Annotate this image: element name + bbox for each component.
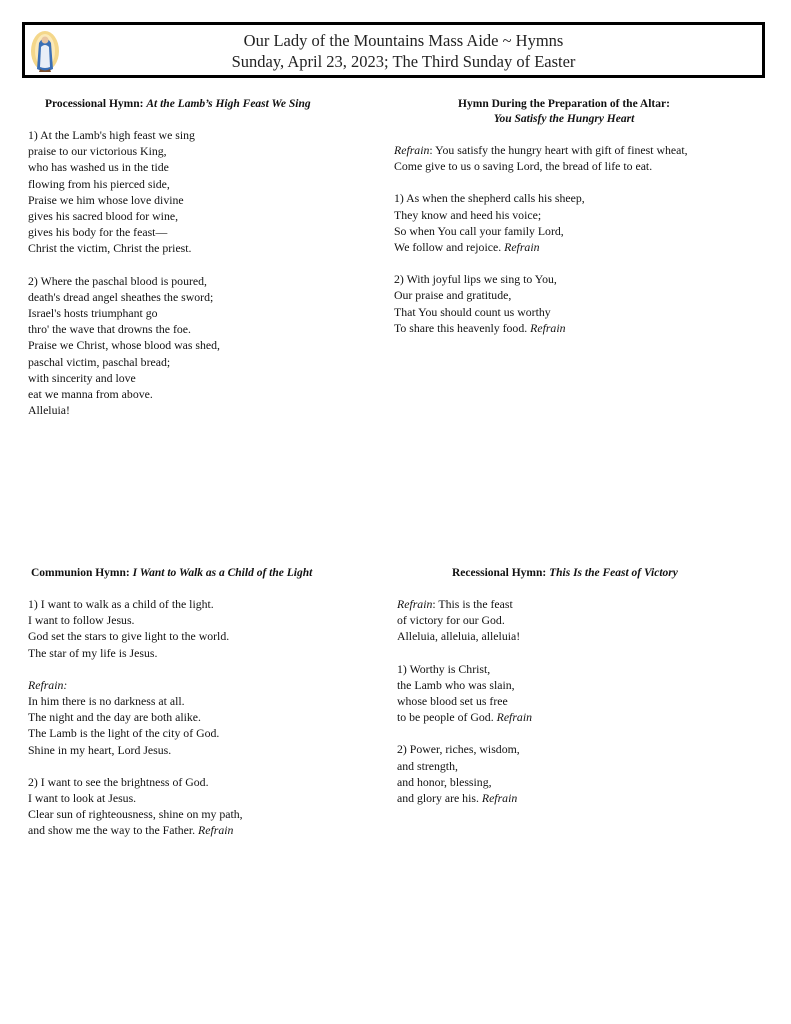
lyric-text: We follow and rejoice. [394, 240, 505, 255]
processional-verse-1 [28, 127, 311, 257]
preparation-label: Hymn During the Preparation of the Altar: [458, 98, 670, 110]
lyric-line: I want to follow Jesus. [28, 613, 135, 628]
refrain-tag: Refrain [481, 791, 518, 806]
header-line-1: Our Lady of the Mountains Mass Aide ~ Hymns [243, 31, 564, 50]
refrain-tag: Refrain [198, 823, 234, 838]
lyric-line [397, 790, 678, 806]
lyric-line: Praise we Christ, whose blood was shed, [28, 338, 221, 353]
lyric-line: 2) With joyful lips we sing to You, [394, 272, 557, 287]
lyric-line: death's dread angel sheathes the sword; [28, 289, 214, 304]
lyric-line: The Lamb is the light of the city of God. [28, 726, 220, 741]
refrain-colon: : [63, 677, 68, 692]
lyric-line: praise to our victorious King, [28, 144, 167, 159]
lyric-line: paschal victim, paschal bread; [28, 354, 171, 369]
lyric-line: Come give to us o saving Lord, the bread of life to eat. [394, 159, 653, 174]
processional-lyrics [28, 127, 311, 418]
header-title [25, 30, 762, 72]
communion-verse-1 [28, 596, 312, 661]
refrain-label: Refrain [28, 677, 64, 692]
lyric-text: To share this heavenly food. [394, 320, 531, 335]
lyric-line: gives his sacred blood for wine, [28, 209, 179, 224]
lyric-line: In him there is no darkness at all. [28, 694, 185, 709]
lyric-line: 1) As when the shepherd calls his sheep, [394, 191, 585, 206]
lyric-line: eat we manna from above. [28, 387, 153, 402]
refrain-tag: Refrain [496, 710, 532, 725]
communion-name: I Want to Walk as a Child of the Light [132, 567, 313, 579]
lyric-line: I want to look at Jesus. [28, 791, 137, 806]
header-box [22, 22, 765, 78]
lyric-line: So when You call your family Lord, [394, 223, 564, 238]
recessional-label: Recessional Hymn: [452, 567, 550, 579]
lyric-line: 2) Power, riches, wisdom, [397, 742, 520, 757]
lyric-line: and strength, [397, 758, 458, 773]
lyric-line: Shine in my heart, Lord Jesus. [28, 742, 172, 757]
lyric-line: with sincerity and love [28, 370, 136, 385]
lyric-line: Our praise and gratitude, [394, 288, 512, 303]
recessional-verse-1 [397, 661, 678, 726]
processional-title [28, 97, 311, 112]
recessional-refrain [397, 596, 678, 645]
lyric-line: whose blood set us free [397, 694, 508, 709]
lyric-line: and honor, blessing, [397, 774, 492, 789]
refrain-label: Refrain [397, 597, 433, 611]
processional-verse-2 [28, 273, 311, 419]
lyric-line: The star of my life is Jesus. [28, 645, 158, 660]
lyric-line: the Lamb who was slain, [397, 677, 515, 692]
lyric-line: 1) I want to walk as a child of the light. [28, 597, 214, 611]
refrain-text: : You satisfy the hungry heart with gift of finest wheat, [429, 143, 688, 157]
communion-lyrics [28, 596, 312, 839]
processional-hymn [28, 97, 311, 434]
recessional-hymn [397, 566, 678, 822]
lyric-line: 2) Where the paschal blood is poured, [28, 273, 207, 288]
refrain-tag: Refrain [530, 320, 566, 335]
lyric-line: 1) Worthy is Christ, [397, 661, 491, 676]
lyric-text: to be people of God. [397, 710, 497, 725]
recessional-title [397, 566, 678, 581]
processional-label: Processional Hymn: [45, 98, 147, 110]
preparation-verse-1 [394, 190, 734, 255]
lyric-line: Alleluia, alleluia, alleluia! [397, 629, 521, 644]
lyric-line: Alleluia! [28, 403, 70, 418]
communion-title [28, 566, 312, 581]
lyric-line [394, 239, 734, 255]
preparation-verse-2 [394, 271, 734, 336]
refrain-label: Refrain [394, 143, 430, 157]
refrain-tag: Refrain [504, 240, 540, 255]
preparation-hymn [394, 97, 734, 352]
lyric-line: who has washed us in the tide [28, 160, 169, 175]
communion-refrain [28, 677, 312, 758]
preparation-name: You Satisfy the Hungry Heart [493, 113, 635, 125]
lyric-line: gives his body for the feast— [28, 225, 168, 240]
lyric-line: thro' the wave that drowns the foe. [28, 322, 191, 337]
recessional-verse-2 [397, 741, 678, 806]
lyric-line: flowing from his pierced side, [28, 176, 170, 191]
lyric-text: and glory are his. [397, 791, 482, 806]
lyric-line: Clear sun of righteousness, shine on my path, [28, 807, 243, 822]
communion-hymn [28, 566, 312, 855]
preparation-refrain [394, 142, 734, 174]
lyric-line: God set the stars to give light to the world. [28, 629, 230, 644]
lyric-line: That You should count us worthy [394, 304, 551, 319]
lyric-line: Praise we him whose love divine [28, 192, 184, 207]
header-line-2: Sunday, April 23, 2023; The Third Sunday of Easter [231, 52, 576, 71]
lyric-line: 2) I want to see the brightness of God. [28, 774, 209, 789]
preparation-lyrics [394, 142, 734, 336]
communion-verse-2 [28, 774, 312, 839]
refrain-text: : This is the feast [432, 597, 513, 611]
lyric-text: and show me the way to the Father. [28, 823, 199, 838]
lyric-line [28, 677, 312, 693]
lyric-line: Israel's hosts triumphant go [28, 306, 158, 321]
processional-name: At the Lamb’s High Feast We Sing [146, 98, 311, 110]
lyric-line [394, 320, 734, 336]
lyric-line [394, 142, 734, 158]
lyric-line: 1) At the Lamb's high feast we sing [28, 128, 195, 142]
lyric-line: Christ the victim, Christ the priest. [28, 241, 192, 256]
lyric-line: The night and the day are both alike. [28, 710, 201, 725]
lyric-line [28, 822, 312, 838]
lyric-line: They know and heed his voice; [394, 207, 542, 222]
lyric-line [397, 596, 678, 612]
recessional-lyrics [397, 596, 678, 806]
communion-label: Communion Hymn: [31, 567, 133, 579]
recessional-name: This Is the Feast of Victory [549, 567, 678, 579]
lyric-line [397, 709, 678, 725]
preparation-title [394, 97, 734, 127]
lyric-line: of victory for our God. [397, 613, 505, 628]
